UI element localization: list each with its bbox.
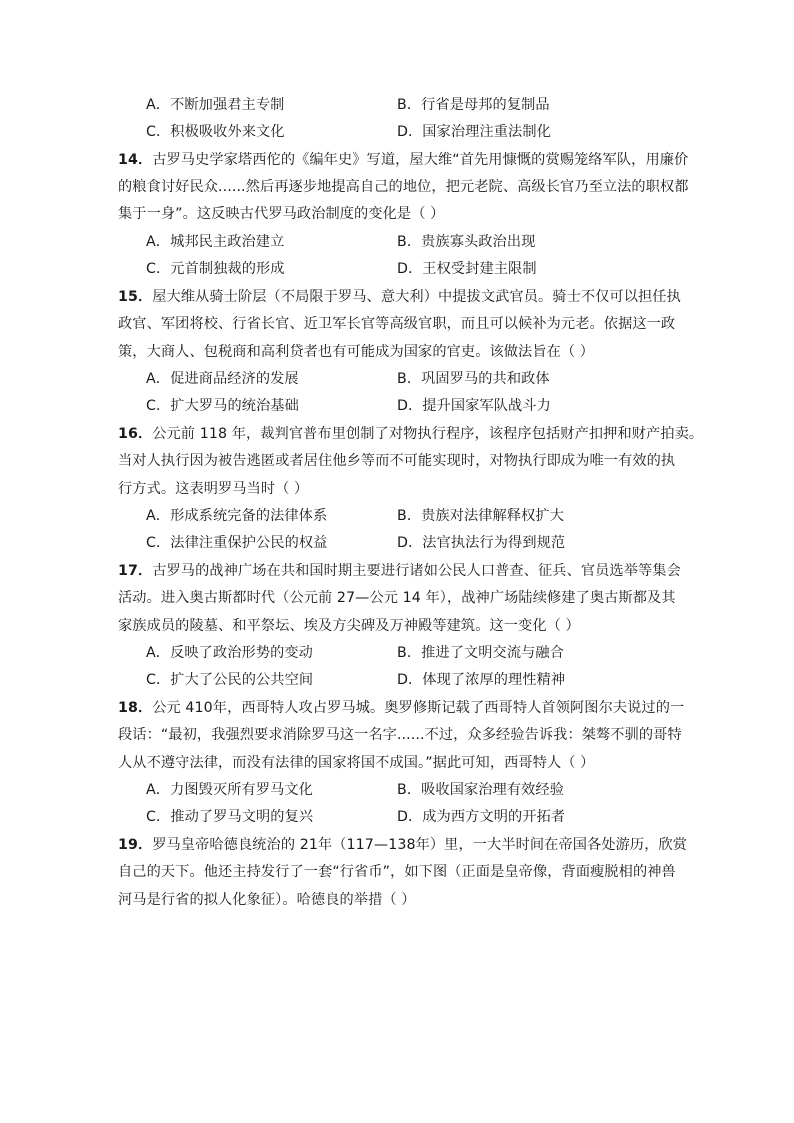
q18-option-b: B．吸收国家治理有效经验: [397, 782, 564, 798]
q14-stem-line-2: 的粮食讨好民众......然后再逐步地提高自己的地位，把元老院、高级长官乃至立法的职权都: [118, 179, 689, 195]
q18-option-c: C．推动了罗马文明的复兴: [146, 809, 314, 825]
q18-stem-line-3: 人从不遵守法律，而没有法律的国家将国不成国。”据此可知，西哥特人（ ）: [118, 755, 595, 771]
q18-option-a: A．力图毁灭所有罗马文化: [146, 782, 313, 798]
q14-option-a: A．城邦民主政治建立: [146, 234, 285, 250]
q19-stem-text-1: 罗马皇帝哈德良统治的 21年（117—138年）里，一大半时间在帝国各处游历，欣赏: [152, 837, 688, 853]
q13-option-a: A．不断加强君主专制: [146, 97, 285, 113]
q17-stem-line-1: [118, 561, 681, 581]
q17-option-b: B．推进了文明交流与融合: [397, 645, 564, 661]
q15-stem-line-2: 政官、军团将校、行省长官、近卫军长官等高级官职，而且可以候补为元老。依据这一政: [118, 316, 676, 332]
q14-option-d: D．王权受封建主限制: [397, 261, 537, 277]
q15-number: 15．: [118, 289, 153, 305]
q18-number: 18．: [118, 700, 153, 716]
q15-stem-line-3: 策，大商人、包税商和高利贷者也有可能成为国家的官吏。该做法旨在（ ）: [118, 344, 595, 360]
q16-stem-line-2: 当对人执行因为被告逃匿或者居住他乡等而不可能实现时，对物执行即成为唯一有效的执: [118, 453, 676, 469]
q17-option-a: A．反映了政治形势的变动: [146, 645, 313, 661]
q17-stem-text-1: 古罗马的战神广场在共和国时期主要进行诸如公民人口普查、征兵、官员选举等集会: [152, 563, 681, 579]
q17-option-c: C．扩大了公民的公共空间: [146, 672, 314, 688]
q15-option-a: A．促进商品经济的发展: [146, 371, 299, 387]
q16-option-a: A．形成系统完备的法律体系: [146, 508, 328, 524]
q19-stem-line-3: 河马是行省的拟人化象征）。哈德良的举措（ ）: [118, 892, 416, 908]
q18-stem-line-1: [118, 698, 684, 718]
q13-option-c: C．积极吸收外来文化: [146, 124, 285, 140]
q15-option-b: B．巩固罗马的共和政体: [397, 371, 550, 387]
q18-option-d: D．成为西方文明的开拓者: [397, 809, 566, 825]
q16-stem-line-3: 行方式。这表明罗马当时（ ）: [118, 481, 309, 497]
q16-option-c: C．法律注重保护公民的权益: [146, 535, 328, 551]
q14-stem-text-1: 古罗马史学家塔西佗的《编年史》写道，屋大维“首先用慷慨的赏赐笼络军队，用廉价: [152, 152, 689, 168]
q16-option-d: D．法官执法行为得到规范: [397, 535, 566, 551]
q18-stem-line-2: 段话：“最初，我强烈要求消除罗马这一名字......不过，众多经验告诉我：桀骜不驯的哥特: [118, 727, 682, 743]
q14-stem-line-1: [118, 150, 688, 170]
q16-stem-text-1: 公元前 118 年，裁判官普布里创制了对物执行程序，该程序包括财产扣押和财产拍卖。: [152, 426, 704, 442]
q15-option-c: C．扩大罗马的统治基础: [146, 398, 299, 414]
q16-option-b: B．贵族对法律解释权扩大: [397, 508, 564, 524]
q15-stem-line-1: [118, 287, 681, 307]
q17-stem-line-2: 活动。进入奥古斯都时代（公元前 27—公元 14 年），战神广场陆续修建了奥古斯都及其: [118, 590, 676, 606]
q13-option-d: D．国家治理注重法制化: [397, 124, 551, 140]
q14-stem-line-3: 集于一身”。这反映古代罗马政治制度的变化是（ ）: [118, 206, 445, 222]
q14-number: 14．: [118, 152, 153, 168]
q15-option-d: D．提升国家军队战斗力: [397, 398, 551, 414]
q17-number: 17．: [118, 563, 153, 579]
q13-option-b: B．行省是母邦的复制品: [397, 97, 550, 113]
q17-stem-line-3: 家族成员的陵墓、和平祭坛、埃及方尖碑及万神殿等建筑。这一变化（ ）: [118, 618, 580, 634]
q18-stem-text-1: 公元 410年，西哥特人攻占罗马城。奥罗修斯记载了西哥特人首领阿图尔夫说过的一: [152, 700, 685, 716]
q16-stem-line-1: [118, 424, 703, 444]
q19-stem-line-2: 自己的天下。他还主持发行了一套“行省币”，如下图（正面是皇帝像，背面瘦脱相的神兽: [118, 864, 676, 880]
q19-number: 19．: [118, 837, 153, 853]
q19-stem-line-1: [118, 835, 687, 855]
q17-option-d: D．体现了浓厚的理性精神: [397, 672, 566, 688]
q15-stem-text-1: 屋大维从骑士阶层（不局限于罗马、意大利）中提拔文武官员。骑士不仅可以担任执: [152, 289, 681, 305]
q16-number: 16．: [118, 426, 153, 442]
q14-option-c: C．元首制独裁的形成: [146, 261, 285, 277]
q14-option-b: B．贵族寡头政治出现: [397, 234, 536, 250]
